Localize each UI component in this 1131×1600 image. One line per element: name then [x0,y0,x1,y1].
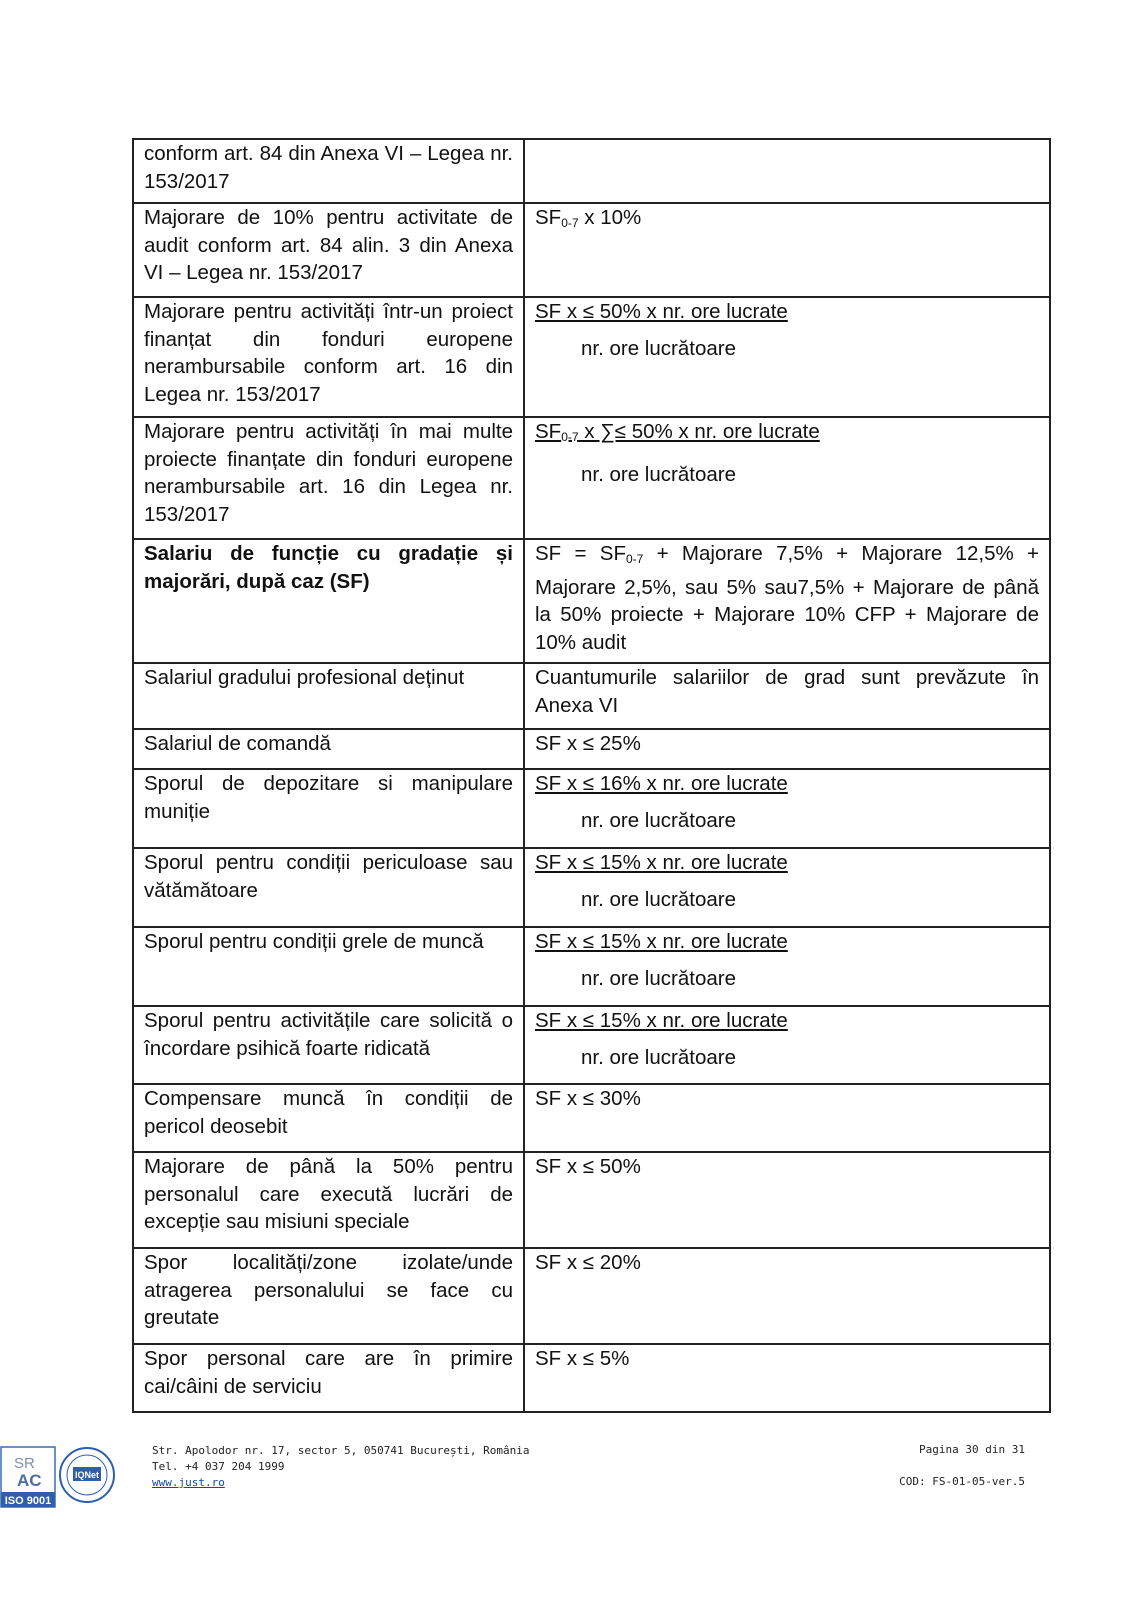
row-label: Spor localități/zone izolate/unde atragerea personalului se face cu greutate [133,1248,524,1344]
row-formula [524,417,1050,539]
formula-numerator: SF x ≤ 15% x nr. ore lucrate [535,930,788,953]
table-row [133,848,1050,927]
formula-denominator: nr. ore lucrătoare [581,966,736,990]
formula-denominator: nr. ore lucrătoare [581,336,736,360]
table-row [133,663,1050,729]
row-value: SF x ≤ 5% [524,1344,1050,1412]
svg-text:ISO 9001: ISO 9001 [4,1495,52,1507]
row-label: Sporul pentru activitățile care solicită o încordare psihică foarte ridicată [133,1006,524,1084]
row-label: Majorare de 10% pentru activitate de audit conform art. 84 alin. 3 din Anexa VI – Legea nr. 153/2017 [133,203,524,297]
footer-contact [152,1443,530,1491]
row-value: SF x ≤ 50% [524,1152,1050,1248]
formula-denominator: nr. ore lucrătoare [581,808,736,832]
row-formula [524,297,1050,417]
formula-numerator: SF x ≤ 16% x nr. ore lucrate [535,772,788,795]
footer-phone: Tel. +4 037 204 1999 [152,1460,285,1473]
table-row [133,729,1050,769]
row-label: Majorare de până la 50% pentru personalul care execută lucrări de excepție sau misiuni speciale [133,1152,524,1248]
table-row [133,417,1050,539]
formula-numerator: SF x ≤ 15% x nr. ore lucrate [535,851,788,874]
row-label: Compensare muncă în condiții de pericol deosebit [133,1084,524,1152]
formula-denominator: nr. ore lucrătoare [581,1045,736,1069]
row-label: Spor personal care are în primire cai/câini de serviciu [133,1344,524,1412]
row-formula [524,927,1050,1006]
table-row [133,1344,1050,1412]
row-value: Cuantumurile salariilor de grad sunt prevăzute în Anexa VI [524,663,1050,729]
row-value: SF x ≤ 20% [524,1248,1050,1344]
row-label: Majorare pentru activități în mai multe proiecte finanțate din fonduri europene nerambursabile art. 16 din Legea nr. 153/2017 [133,417,524,539]
page-number: Pagina 30 din 31 [919,1443,1025,1456]
row-label: Sporul de depozitare si manipulare muniție [133,769,524,848]
formula-numerator: $SF_{0-7}$ x ∑≤ 50% x nr. ore lucrate [535,420,820,444]
row-formula [524,1006,1050,1084]
formula-numerator: SF x ≤ 15% x nr. ore lucrate [535,1009,788,1032]
footer-address: Str. Apolodor nr. 17, sector 5, 050741 București, România [152,1444,530,1457]
table-row [133,539,1050,663]
svg-text:SR: SR [14,1455,35,1472]
row-value: SF x ≤ 25% [524,729,1050,769]
page-footer [0,1443,1131,1513]
table-row [133,297,1050,417]
svg-text:IQNet: IQNet [74,1470,100,1480]
row-value: SF = $SF_{0-7}$ + Majorare 7,5% + Majorare 12,5% + Majorare 2,5%, sau 5% sau7,5% + Majorare de până la 50% proiecte + Majorare 10% CFP + Majorare de 10% audit [524,539,1050,663]
row-label: Sporul pentru condiții periculoase sau vătămătoare [133,848,524,927]
table-row [133,203,1050,297]
document-code: COD: FS-01-05-ver.5 [899,1475,1025,1488]
table-row [133,1248,1050,1344]
table-row [133,1152,1050,1248]
salary-table [132,138,1051,1413]
row-label: Sporul pentru condiții grele de muncă [133,927,524,1006]
row-value: SF x ≤ 30% [524,1084,1050,1152]
footer-website-link[interactable]: www.just.ro [152,1476,225,1489]
row-formula [524,848,1050,927]
row-value: $SF_{0-7}$ x 10% [524,203,1050,297]
table-row [133,927,1050,1006]
table-row [133,1006,1050,1084]
row-label: Salariul gradului profesional deținut [133,663,524,729]
formula-denominator: nr. ore lucrătoare [581,462,736,486]
row-formula [524,769,1050,848]
table-row [133,139,1050,203]
row-label: Salariul de comandă [133,729,524,769]
formula-numerator: SF x ≤ 50% x nr. ore lucrate [535,300,788,323]
row-label: Salariu de funcție cu gradație și majorări, după caz (SF) [133,539,524,663]
formula-denominator: nr. ore lucrătoare [581,887,736,911]
table-row [133,1084,1050,1152]
svg-text:AC: AC [17,1471,42,1490]
row-label: Majorare pentru activități într-un proiect finanțat din fonduri europene nerambursabile conform art. 16 din Legea nr. 153/2017 [133,297,524,417]
table-row [133,769,1050,848]
row-label: conform art. 84 din Anexa VI – Legea nr. 153/2017 [133,139,524,203]
row-value [524,139,1050,203]
